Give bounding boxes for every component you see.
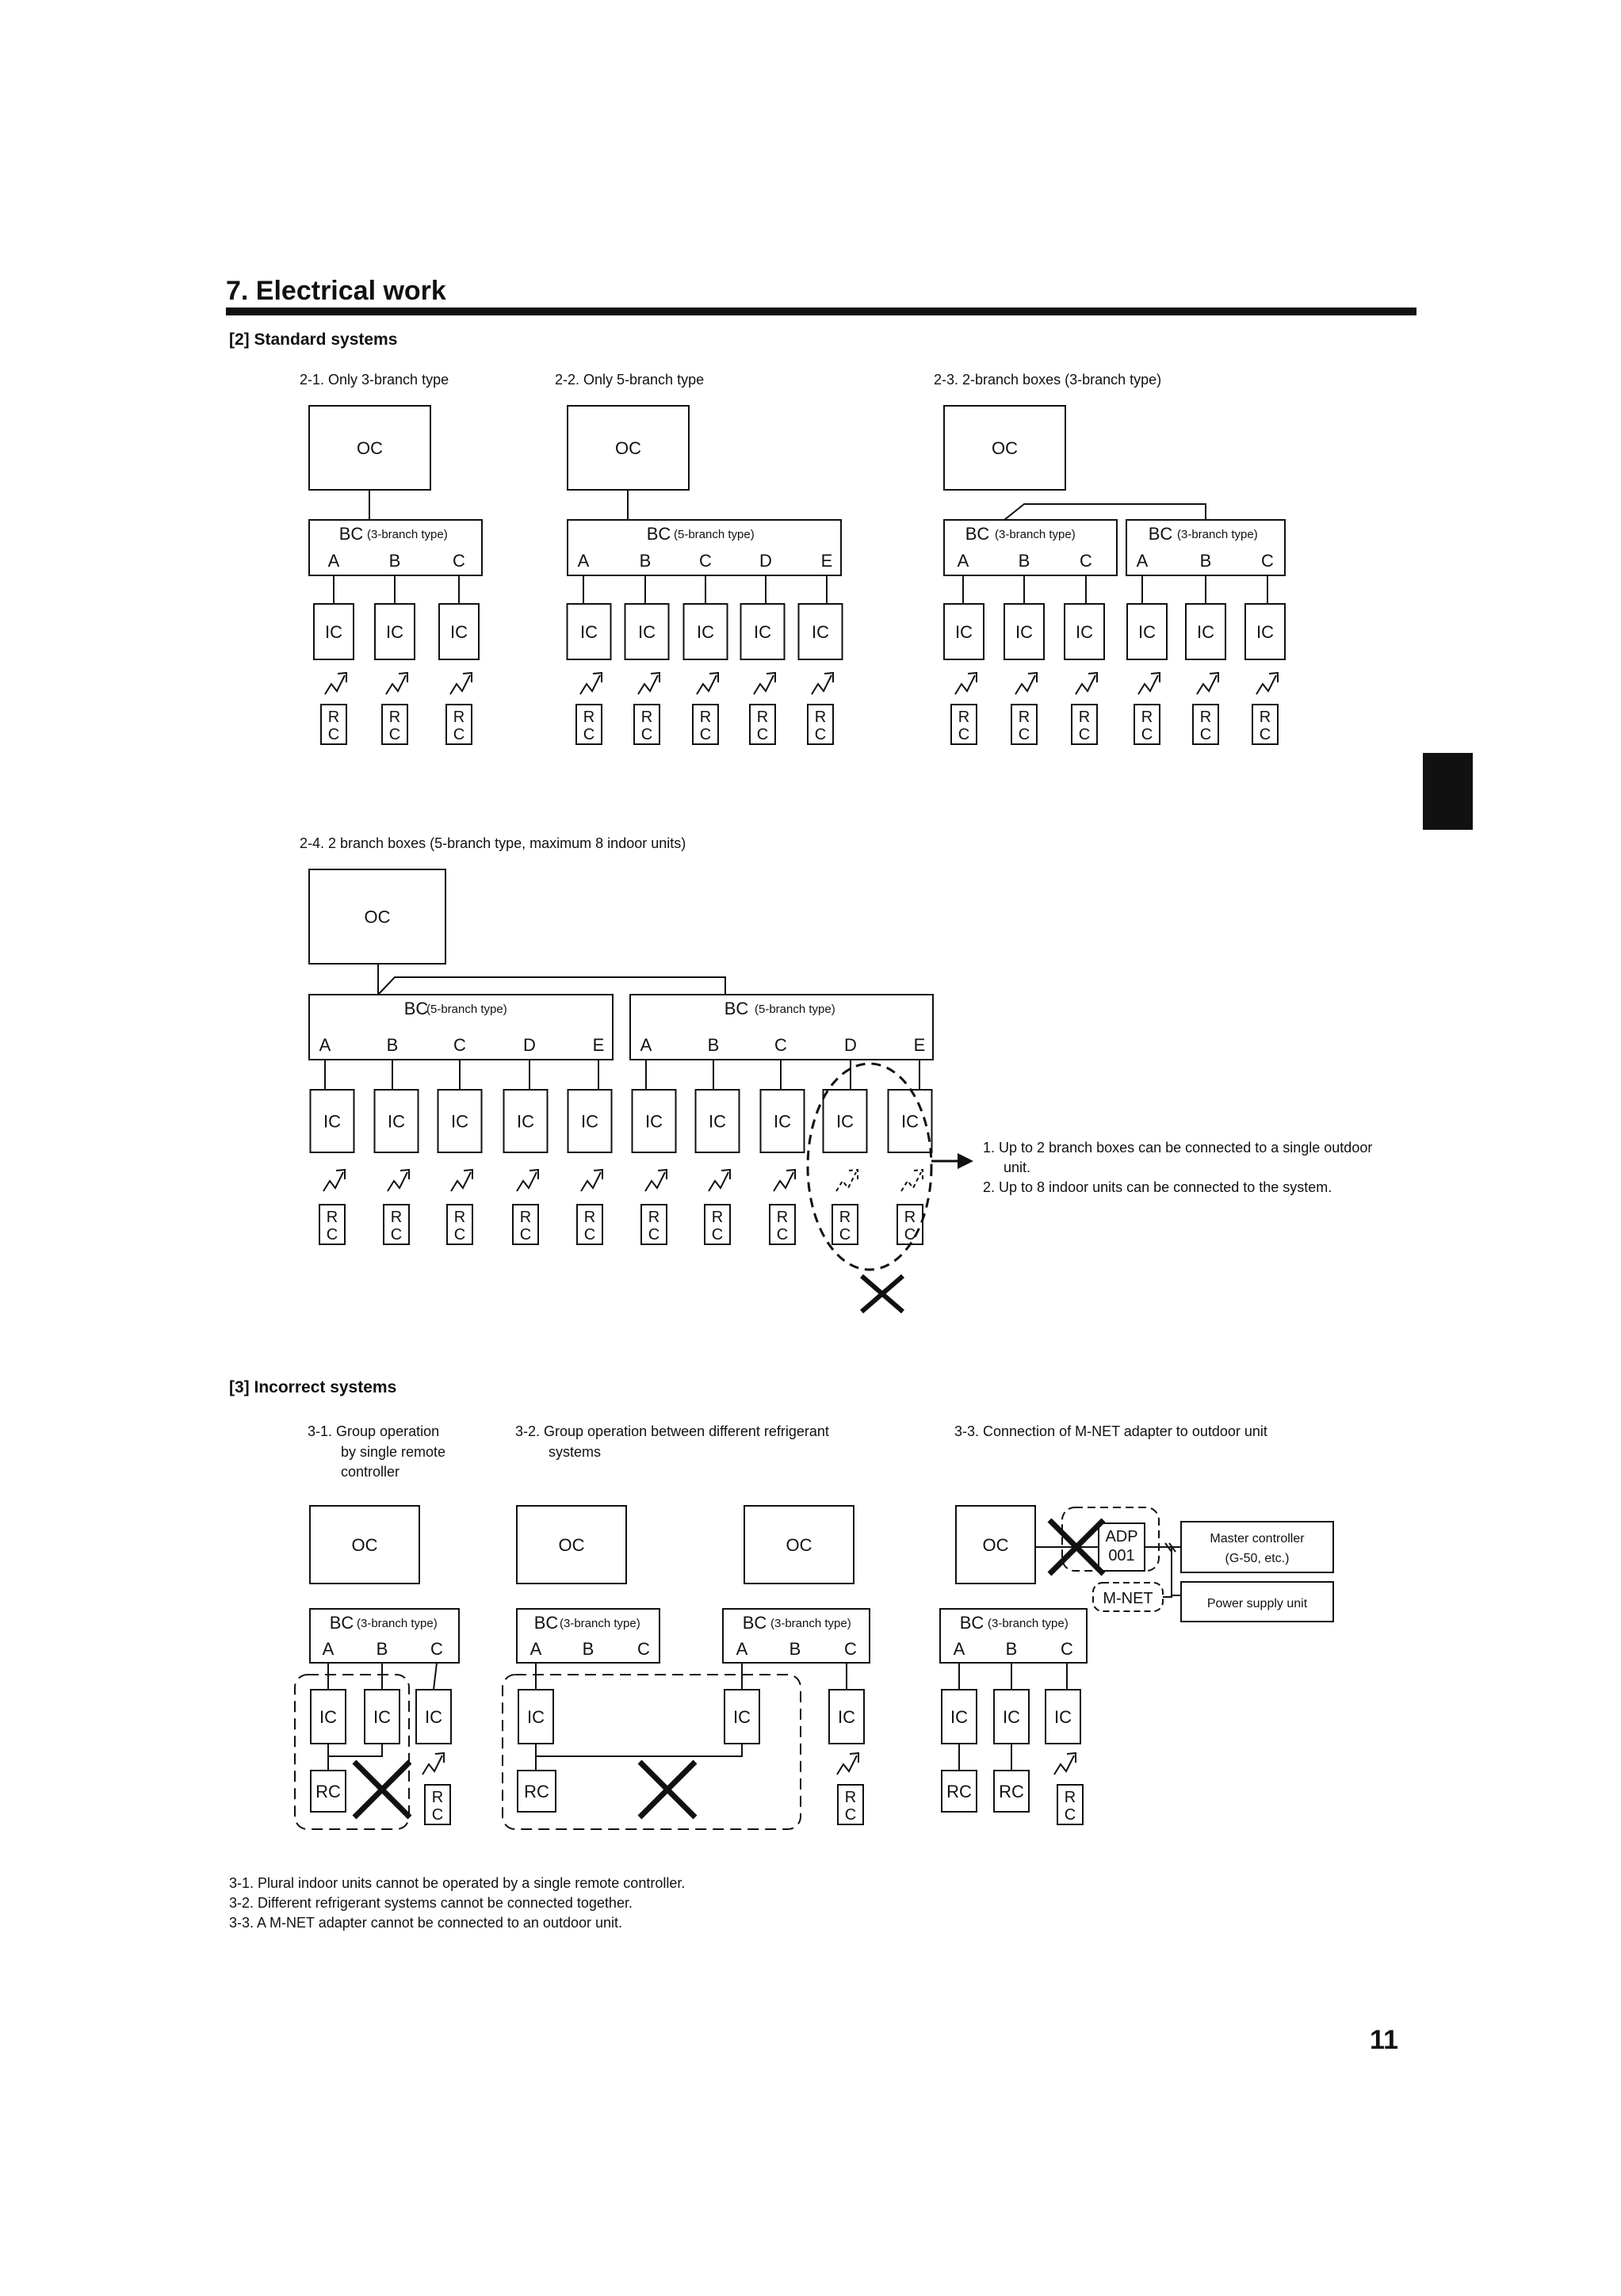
- system-2-2: [568, 406, 843, 744]
- caption-3-1-line1: 3-1. Group operation: [308, 1423, 440, 1439]
- wireless-signal-icon: [754, 673, 775, 694]
- branch-letter: B: [1199, 551, 1212, 571]
- branch-box-type: (3-branch type): [1177, 528, 1258, 541]
- signal-zigzag: [754, 675, 774, 694]
- branch-letter: A: [953, 1639, 965, 1659]
- branch-letter: B: [582, 1639, 594, 1659]
- signal-zigzag: [836, 1172, 856, 1191]
- branch-letter: B: [707, 1035, 720, 1055]
- caption-3-3: 3-3. Connection of M-NET adapter to outdoor unit: [954, 1423, 1267, 1439]
- remote-controller-label: RC: [946, 1782, 972, 1801]
- indoor-unit-label: IC: [838, 1707, 855, 1727]
- prohibited-x-mark: [862, 1276, 903, 1312]
- signal-zigzag: [1054, 1755, 1074, 1775]
- standard-note-1: 1. Up to 2 branch boxes can be connected to a single outdoor: [983, 1140, 1373, 1156]
- indoor-unit-label: IC: [774, 1111, 791, 1132]
- branch-letter: C: [453, 551, 465, 571]
- incorrect-note-2: 3-2. Different refrigerant systems cannot be connected together.: [229, 1895, 633, 1911]
- remote-controller-label-c: C: [814, 726, 827, 743]
- outdoor-unit-label: OC: [786, 1535, 812, 1555]
- branch-box-label: BC: [724, 999, 749, 1018]
- signal-zigzag: [388, 1172, 407, 1191]
- indoor-unit-label: IC: [517, 1111, 534, 1132]
- wireless-signal-icon: [450, 673, 472, 694]
- branch-wire: [434, 1663, 437, 1690]
- system-3-3: [940, 1506, 1333, 1824]
- system-3-1: [295, 1506, 459, 1829]
- indoor-unit-label: IC: [1076, 622, 1093, 642]
- power-supply-unit-label: Power supply unit: [1206, 1597, 1308, 1610]
- remote-controller-label-r: R: [431, 1789, 444, 1806]
- branch-letter: B: [1005, 1639, 1018, 1659]
- indoor-unit-label: IC: [425, 1707, 442, 1727]
- page-number: 11: [1370, 2025, 1398, 2055]
- remote-controller-label-c: C: [1199, 726, 1212, 743]
- remote-controller-label-r: R: [583, 1209, 596, 1226]
- branch-letter: C: [1261, 551, 1274, 571]
- indoor-unit-label: IC: [580, 622, 598, 642]
- signal-zigzag: [709, 1172, 728, 1191]
- remote-controller-label-c: C: [453, 726, 465, 743]
- outdoor-unit-label: OC: [992, 438, 1018, 458]
- branch-letter: C: [453, 1035, 466, 1055]
- wireless-signal-icon: [645, 1170, 667, 1191]
- branch-letter: D: [844, 1035, 857, 1055]
- indoor-unit-label: IC: [581, 1111, 598, 1132]
- remote-controller-label-c: C: [1259, 726, 1271, 743]
- branch-letter: A: [957, 551, 969, 571]
- remote-controller-label-c: C: [648, 1226, 660, 1244]
- incorrect-systems-heading: [3] Incorrect systems: [229, 1378, 397, 1396]
- remote-controller-label-c: C: [431, 1806, 444, 1824]
- indoor-unit-label: IC: [451, 1111, 468, 1132]
- remote-controller-label-r: R: [1018, 709, 1030, 726]
- wireless-signal-icon: [580, 673, 602, 694]
- remote-controller-label-r: R: [648, 1209, 660, 1226]
- branch-box-type: (5-branch type): [755, 1003, 835, 1016]
- remote-controller-label-r: R: [839, 1209, 851, 1226]
- remote-controller-label-r: R: [776, 1209, 789, 1226]
- remote-controller-label-c: C: [583, 726, 595, 743]
- indoor-unit-label: IC: [645, 1111, 663, 1132]
- remote-controller-label-c: C: [583, 1226, 596, 1244]
- signal-zigzag: [581, 1172, 601, 1191]
- remote-controller-label-r: R: [958, 709, 970, 726]
- remote-controller-label-c: C: [839, 1226, 851, 1244]
- group-wire: [328, 1744, 382, 1756]
- remote-controller-label-r: R: [711, 1209, 724, 1226]
- outdoor-unit-label: OC: [558, 1535, 585, 1555]
- branch-box-type: (5-branch type): [426, 1003, 507, 1016]
- wireless-signal-icon: [836, 1170, 858, 1191]
- wireless-signal-icon: [774, 1170, 795, 1191]
- branch-letter: D: [759, 551, 772, 571]
- remote-controller-label-c: C: [453, 1226, 466, 1244]
- branch-letter: C: [1080, 551, 1092, 571]
- remote-controller-label-r: R: [453, 1209, 466, 1226]
- wireless-signal-icon: [386, 673, 407, 694]
- standard-note-2: 2. Up to 8 indoor units can be connected to the system.: [983, 1179, 1332, 1195]
- prohibited-x-mark: [354, 1762, 410, 1817]
- master-controller-model: (G-50, etc.): [1225, 1552, 1290, 1565]
- wireless-signal-icon: [709, 1170, 730, 1191]
- branch-box-label: BC: [329, 1613, 354, 1633]
- remote-controller-label-c: C: [756, 726, 769, 743]
- incorrect-captions: [308, 1423, 1267, 1480]
- caption-3-2-line1: 3-2. Group operation between different refrigerant: [515, 1423, 829, 1439]
- wireless-signal-icon: [581, 1170, 602, 1191]
- indoor-unit-label: IC: [697, 622, 714, 642]
- remote-controller-label-r: R: [1064, 1789, 1076, 1806]
- wireless-signal-icon: [1015, 673, 1037, 694]
- branch-box-label: BC: [533, 1613, 559, 1633]
- remote-controller-label-r: R: [390, 1209, 403, 1226]
- branch-letter: C: [699, 551, 712, 571]
- remote-controller-label-r: R: [1141, 709, 1153, 726]
- branch-letter: A: [322, 1639, 335, 1659]
- remote-controller-label-c: C: [390, 1226, 403, 1244]
- wireless-signal-icon: [325, 673, 346, 694]
- branch-box-label: BC: [338, 524, 364, 544]
- wireless-signal-icon: [955, 673, 977, 694]
- wireless-signal-icon: [812, 673, 833, 694]
- signal-zigzag: [901, 1172, 921, 1191]
- remote-controller-label: RC: [315, 1782, 341, 1801]
- adapter-model: 001: [1108, 1547, 1135, 1564]
- indoor-unit-label: IC: [388, 1111, 405, 1132]
- system-2-4: [309, 869, 933, 1244]
- indoor-unit-label: IC: [450, 622, 468, 642]
- incorrect-note-3: 3-3. A M-NET adapter cannot be connected to an outdoor unit.: [229, 1915, 622, 1931]
- indoor-unit-label: IC: [709, 1111, 726, 1132]
- signal-zigzag: [325, 675, 345, 694]
- remote-controller-label-c: C: [844, 1806, 857, 1824]
- cross-system-wire: [536, 1744, 742, 1756]
- mnet-psu-wire: [1163, 1547, 1172, 1597]
- wireless-signal-icon: [1197, 673, 1218, 694]
- remote-controller-label-r: R: [583, 709, 595, 726]
- wireless-signal-icon: [1054, 1753, 1076, 1775]
- remote-controller-label-c: C: [1141, 726, 1153, 743]
- standard-systems-heading: [2] Standard systems: [229, 330, 398, 349]
- branch-letter: B: [388, 551, 401, 571]
- branch-box-type: (3-branch type): [560, 1617, 640, 1630]
- wireless-signal-icon: [1256, 673, 1278, 694]
- remote-controller-label-c: C: [1078, 726, 1091, 743]
- indoor-unit-label: IC: [1054, 1707, 1072, 1727]
- signal-zigzag: [1076, 675, 1095, 694]
- wireless-signal-icon: [1138, 673, 1160, 694]
- signal-zigzag: [1015, 675, 1035, 694]
- branch-letter: C: [1061, 1639, 1073, 1659]
- signal-zigzag: [1138, 675, 1158, 694]
- remote-controller-label-r: R: [904, 1209, 916, 1226]
- adapter-label: ADP: [1105, 1528, 1138, 1545]
- caption-2-1: 2-1. Only 3-branch type: [300, 372, 449, 388]
- indoor-unit-label: IC: [527, 1707, 545, 1727]
- remote-controller-label-r: R: [326, 1209, 338, 1226]
- outdoor-unit-label: OC: [364, 907, 391, 927]
- signal-zigzag: [638, 675, 658, 694]
- psu-wire: [1172, 1595, 1181, 1597]
- remote-controller-label-c: C: [640, 726, 653, 743]
- remote-controller-label-r: R: [640, 709, 653, 726]
- indoor-unit-label: IC: [836, 1111, 854, 1132]
- signal-zigzag: [323, 1172, 343, 1191]
- indoor-unit-label: IC: [1197, 622, 1214, 642]
- signal-arrowhead: [914, 1170, 923, 1179]
- outdoor-unit-label: OC: [357, 438, 383, 458]
- indoor-unit-label: IC: [901, 1111, 919, 1132]
- branch-letter: C: [774, 1035, 787, 1055]
- branch-box-type: (3-branch type): [988, 1617, 1069, 1630]
- signal-zigzag: [386, 675, 406, 694]
- signal-zigzag: [774, 1172, 793, 1191]
- signal-arrowhead: [849, 1170, 858, 1179]
- branch-letter: B: [639, 551, 652, 571]
- branch-box-label: BC: [646, 524, 671, 544]
- caption-3-2-line2: systems: [549, 1444, 602, 1460]
- incorrect-notes: [229, 1875, 685, 1931]
- branch-letter: A: [319, 1035, 331, 1055]
- signal-zigzag: [517, 1172, 537, 1191]
- indoor-unit-label: IC: [323, 1111, 341, 1132]
- indoor-unit-label: IC: [638, 622, 656, 642]
- system-2-3: [944, 406, 1285, 744]
- branch-letter: E: [592, 1035, 605, 1055]
- indoor-unit-label: IC: [1138, 622, 1156, 642]
- branch-letter: D: [523, 1035, 536, 1055]
- standard-note-1-cont: unit.: [1004, 1159, 1031, 1175]
- remote-controller-label-c: C: [776, 1226, 789, 1244]
- signal-zigzag: [645, 1172, 665, 1191]
- wireless-signal-icon: [517, 1170, 538, 1191]
- remote-controller-label-c: C: [711, 1226, 724, 1244]
- remote-controller-label: RC: [524, 1782, 549, 1801]
- caption-2-2: 2-2. Only 5-branch type: [555, 372, 705, 388]
- caption-2-3: 2-3. 2-branch boxes (3-branch type): [934, 372, 1162, 388]
- remote-controller-label-c: C: [1018, 726, 1030, 743]
- branch-letter: B: [386, 1035, 399, 1055]
- branch-letter: C: [430, 1639, 443, 1659]
- incorrect-note-1: 3-1. Plural indoor units cannot be operated by a single remote controller.: [229, 1875, 686, 1891]
- wireless-signal-icon: [388, 1170, 409, 1191]
- remote-controller-label-c: C: [1064, 1806, 1076, 1824]
- indoor-unit-label: IC: [955, 622, 973, 642]
- remote-controller-label-c: C: [327, 726, 340, 743]
- wireless-signal-icon: [837, 1753, 858, 1775]
- signal-zigzag: [1256, 675, 1276, 694]
- branch-letter: E: [913, 1035, 926, 1055]
- outdoor-unit-label: OC: [351, 1535, 378, 1555]
- signal-zigzag: [451, 1172, 471, 1191]
- branch-letter: A: [640, 1035, 652, 1055]
- indoor-unit-label: IC: [1003, 1707, 1020, 1727]
- system-2-1: [309, 406, 482, 744]
- caption-3-1-line3: controller: [341, 1464, 400, 1480]
- signal-zigzag: [422, 1755, 442, 1775]
- remote-controller-label-c: C: [519, 1226, 532, 1244]
- caption-2-4: 2-4. 2 branch boxes (5-branch type, maximum 8 indoor units): [300, 835, 686, 851]
- branch-box-label: BC: [403, 999, 429, 1018]
- bc-link-wire: [378, 977, 725, 995]
- wireless-signal-icon: [638, 673, 659, 694]
- signal-zigzag: [697, 675, 717, 694]
- outdoor-unit-label: OC: [615, 438, 641, 458]
- remote-controller-label-c: C: [904, 1226, 916, 1244]
- branch-letter: C: [637, 1639, 650, 1659]
- mnet-label: M-NET: [1103, 1590, 1153, 1607]
- remote-controller-label-r: R: [699, 709, 712, 726]
- signal-zigzag: [580, 675, 600, 694]
- remote-controller-label-r: R: [453, 709, 465, 726]
- remote-controller-label-r: R: [756, 709, 769, 726]
- bc-link-wire: [1004, 504, 1206, 520]
- remote-controller-label-r: R: [844, 1789, 857, 1806]
- wireless-signal-icon: [901, 1170, 923, 1191]
- signal-zigzag: [1197, 675, 1217, 694]
- branch-letter: A: [327, 551, 340, 571]
- chapter-tab: [1423, 753, 1473, 830]
- caption-3-1-line2: by single remote: [341, 1444, 446, 1460]
- wireless-signal-icon: [323, 1170, 345, 1191]
- branch-letter: C: [844, 1639, 857, 1659]
- remote-controller-label-c: C: [958, 726, 970, 743]
- indoor-unit-label: IC: [1256, 622, 1274, 642]
- remote-controller-label-r: R: [814, 709, 827, 726]
- indoor-unit-label: IC: [812, 622, 829, 642]
- branch-letter: A: [577, 551, 590, 571]
- indoor-unit-label: IC: [733, 1707, 751, 1727]
- remote-controller-label-c: C: [699, 726, 712, 743]
- indoor-unit-label: IC: [386, 622, 403, 642]
- indoor-unit-label: IC: [325, 622, 342, 642]
- signal-zigzag: [837, 1755, 857, 1775]
- master-controller-label: Master controller: [1210, 1532, 1305, 1545]
- remote-controller-label-c: C: [326, 1226, 338, 1244]
- prohibited-x-mark: [640, 1762, 695, 1817]
- branch-letter: B: [1018, 551, 1030, 571]
- branch-box-label: BC: [965, 524, 990, 544]
- branch-box-type: (3-branch type): [770, 1617, 851, 1630]
- system-3-2: [503, 1506, 870, 1829]
- wireless-signal-icon: [697, 673, 718, 694]
- branch-box-type: (3-branch type): [367, 528, 448, 541]
- branch-box-label: BC: [1148, 524, 1173, 544]
- wireless-signal-icon: [451, 1170, 472, 1191]
- branch-letter: A: [1136, 551, 1149, 571]
- remote-controller-label-r: R: [388, 709, 401, 726]
- header-rule: [226, 308, 1416, 315]
- indoor-unit-label: IC: [950, 1707, 968, 1727]
- note-arrow-icon: [931, 1153, 973, 1169]
- branch-box-type: (3-branch type): [357, 1617, 438, 1630]
- branch-letter: A: [736, 1639, 748, 1659]
- remote-controller-label-c: C: [388, 726, 401, 743]
- remote-controller-label: RC: [999, 1782, 1024, 1801]
- page-header: [226, 276, 1416, 349]
- branch-letter: B: [789, 1639, 801, 1659]
- branch-letter: E: [820, 551, 833, 571]
- signal-zigzag: [955, 675, 975, 694]
- branch-box-label: BC: [959, 1613, 984, 1633]
- indoor-unit-label: IC: [373, 1707, 391, 1727]
- remote-controller-label-r: R: [1259, 709, 1271, 726]
- indoor-unit-label: IC: [754, 622, 771, 642]
- branch-box-type: (5-branch type): [674, 528, 755, 541]
- section-title: 7. Electrical work: [226, 276, 446, 306]
- branch-letter: A: [530, 1639, 542, 1659]
- branch-box-type: (3-branch type): [995, 528, 1076, 541]
- remote-controller-label-r: R: [327, 709, 340, 726]
- indoor-unit-label: IC: [1015, 622, 1033, 642]
- signal-zigzag: [812, 675, 832, 694]
- remote-controller-label-r: R: [1078, 709, 1091, 726]
- branch-box-label: BC: [742, 1613, 767, 1633]
- remote-controller-label-r: R: [1199, 709, 1212, 726]
- wireless-signal-icon: [1076, 673, 1097, 694]
- branch-letter: B: [376, 1639, 388, 1659]
- indoor-unit-label: IC: [319, 1707, 337, 1727]
- remote-controller-label-r: R: [519, 1209, 532, 1226]
- signal-zigzag: [450, 675, 470, 694]
- outdoor-unit-label: OC: [982, 1535, 1009, 1555]
- wireless-signal-icon: [422, 1753, 444, 1775]
